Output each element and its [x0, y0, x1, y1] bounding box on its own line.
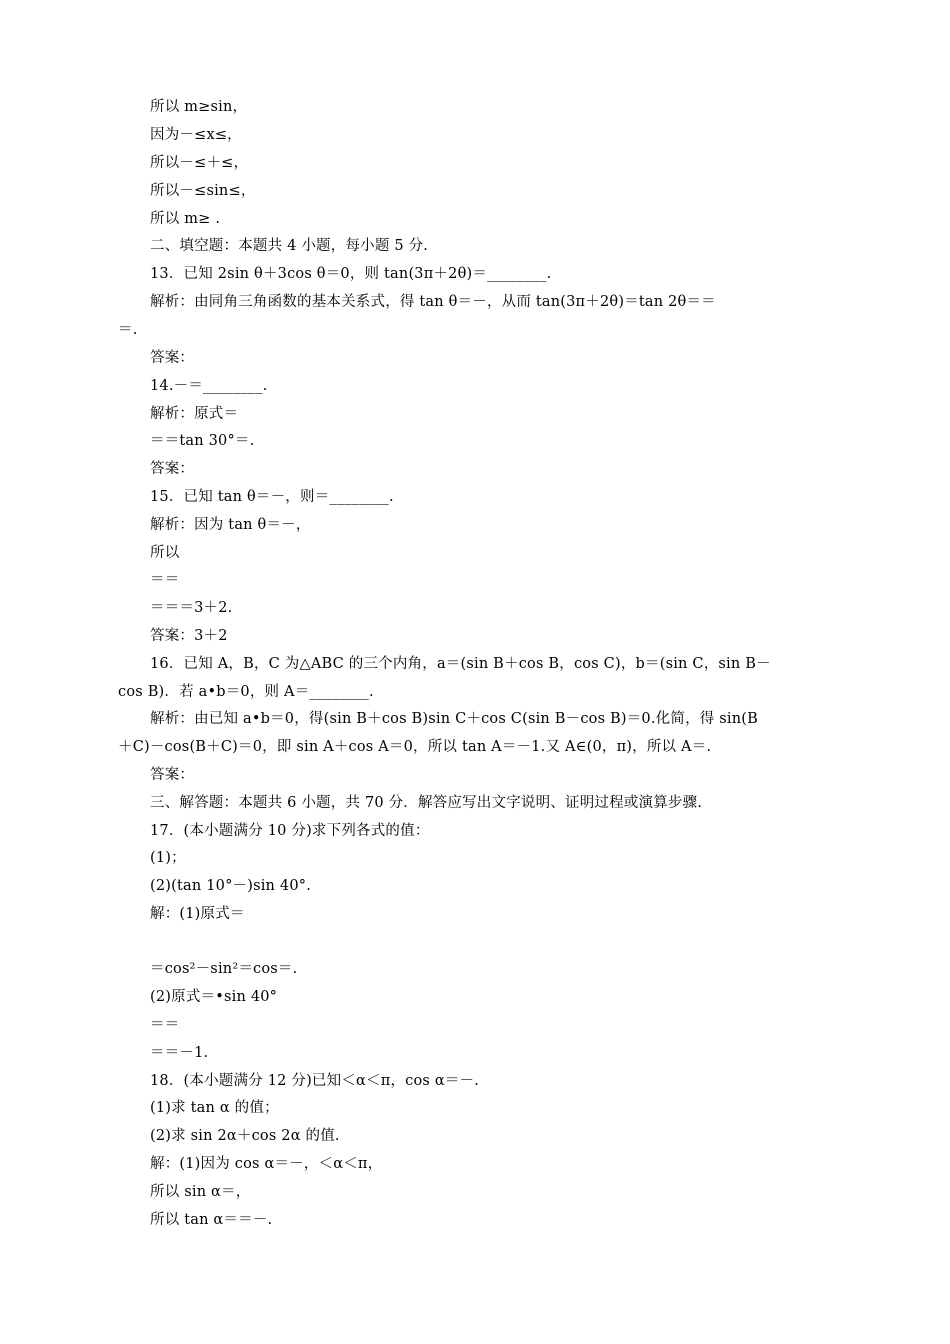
question-14: 14.－＝________. [150, 378, 268, 394]
solution-text: (2)原式＝•sin 40° [150, 989, 278, 1005]
question-18-part-1: (1)求 tan α 的值； [150, 1100, 279, 1116]
solution-text: 解：(1)因为 cos α＝－，＜α＜π， [150, 1156, 383, 1172]
question-17-part-2: (2)(tan 10°－)sin 40°. [150, 878, 312, 894]
question-15: 15．已知 tan θ＝－，则＝________. [150, 489, 394, 505]
section-heading: 二、填空题：本题共 4 小题，每小题 5 分. [150, 238, 429, 254]
solution-text: ＝. [118, 322, 138, 338]
solution-text: 解析：由已知 a•b＝0，得(sin B＋cos B)sin C＋cos C(sin B－cos B)＝0.化简，得 sin(B [150, 711, 759, 727]
answer-label: 答案： [150, 350, 195, 366]
solution-text: ＝cos²－sin²＝cos＝. [150, 961, 298, 977]
section-heading: 三、解答题：本题共 6 小题，共 70 分．解答应写出文字说明、证明过程或演算步骤. [150, 795, 703, 811]
solution-text: 所以 tan α＝＝－. [150, 1212, 273, 1228]
question-17-part-1: (1)； [150, 850, 186, 866]
question-18-part-2: (2)求 sin 2α＋cos 2α 的值. [150, 1128, 340, 1144]
solution-text: 解析：因为 tan θ＝－， [150, 517, 311, 533]
answer-label: 答案：3＋2 [150, 628, 228, 644]
solution-text: ＋C)－cos(B＋C)＝0，即 sin A＋cos A＝0，所以 tan A＝－1.又 A∈(0，π)，所以 A＝. [118, 739, 712, 755]
question-16: cos B)．若 a•b＝0，则 A＝________. [118, 684, 374, 700]
question-13: 13．已知 2sin θ＋3cos θ＝0，则 tan(3π＋2θ)＝________. [150, 266, 552, 282]
solution-text: ＝＝ [150, 1017, 180, 1033]
solution-text: ＝＝＝3＋2. [150, 600, 233, 616]
question-16: 16．已知 A，B，C 为△ABC 的三个内角，a＝(sin B＋cos B，cos C)，b＝(sin C，sin B－ [150, 656, 771, 672]
solution-text: 解析：原式＝ [150, 406, 239, 422]
solution-text: 所以 sin α＝， [150, 1184, 251, 1200]
question-17: 17．(本小题满分 10 分)求下列各式的值： [150, 823, 430, 839]
text-line: 所以－≤sin≤， [150, 183, 256, 199]
solution-text: ＝＝－1. [150, 1045, 209, 1061]
answer-label: 答案： [150, 461, 195, 477]
solution-text: 解析：由同角三角函数的基本关系式，得 tan θ＝－，从而 tan(3π＋2θ)＝tan 2θ＝＝ [150, 294, 716, 310]
question-18: 18．(本小题满分 12 分)已知＜α＜π，cos α＝－. [150, 1073, 480, 1089]
solution-text: 所以 [150, 545, 180, 561]
text-line: 因为－≤x≤， [150, 127, 242, 143]
text-line: 所以 m≥ . [150, 211, 221, 227]
solution-text: 解：(1)原式＝ [150, 906, 245, 922]
text-line: 所以－≤＋≤， [150, 155, 249, 171]
text-line: 所以 m≥sin， [150, 99, 248, 115]
solution-text: ＝＝tan 30°＝. [150, 433, 255, 449]
solution-text: ＝＝ [150, 572, 180, 588]
answer-label: 答案： [150, 767, 195, 783]
